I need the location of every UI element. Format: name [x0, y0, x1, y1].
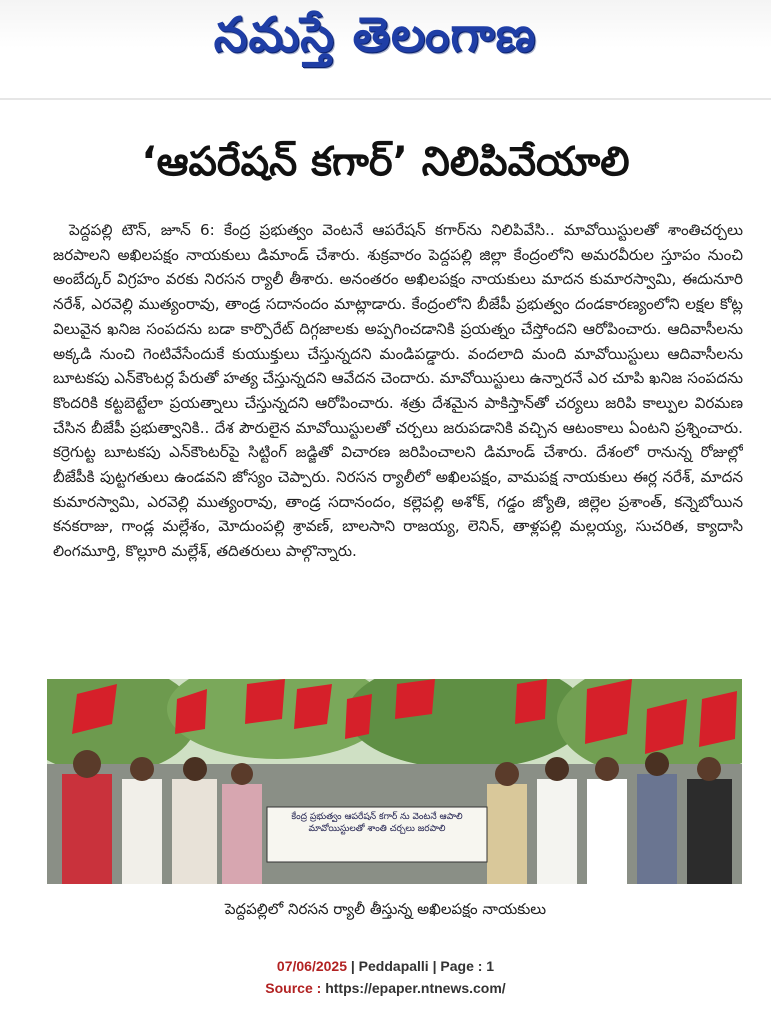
protest-rally-photo [47, 679, 742, 884]
source-link[interactable]: https://epaper.ntnews.com/ [325, 980, 506, 996]
rally-banner-text: కేంద్ర ప్రభుత్వం ఆపరేషన్ కగార్ ను వెంటనే ఆపాలి మావోయిస్టులతో శాంతి చర్చలు జరపాలి [291, 812, 463, 834]
publication-date: 07/06/2025 [276, 958, 347, 974]
publication-info [0, 958, 771, 974]
article-headline: ‘ఆపరేషన్ కగార్’ నిలిపివేయాలి [141, 139, 630, 185]
masthead [0, 0, 771, 80]
source-line [0, 980, 771, 996]
photo-caption: పెద్దపల్లిలో నిరసన ర్యాలీ తీస్తున్న అఖిలపక్షం నాయకులు [224, 900, 547, 918]
article-body: పెద్దపల్లి టౌన్, జూన్ 6: కేంద్ర ప్రభుత్వం వెంటనే ఆపరేషన్ కగార్‌ను నిలిపివేసి.. మావోయిస్టులతో శాంతిచర్చలు జరపాలని అఖిలపక్షం నాయకులు డిమాండ్ చేశారు. శుక్రవారం పెద్దపల్లి జిల్లా కేంద్రంలోని అమరవీరుల స్తూపం నుంచి అంబేద్కర్ విగ్రహం వరకు నిరసన ర్యాలీ తీశారు. అనంతరం అఖిలపక్షం నాయకులు మాదన కుమారస్వామి, ఈదునూరి నరేశ్, ఎరవెల్లి ముత్యంరావు, తాండ్ర సదానందం మాట్లాడారు. కేంద్రంలోని బీజేపీ ప్రభుత్వం దండకారణ్యంలోని లక్షల కోట్ల విలువైన ఖనిజ సంపదను బడా కార్పొరేట్ దిగ్గజాలకు అప్పగించడానికి ప్రయత్నం చేస్తోందని ఆరోపించారు. ఆదివాసీలను అక్కడి నుంచి గెంటివేసేందుకే కుయుక్తులు చేస్తున్నదని మండిపడ్డారు. వందలాది మంది మావోయిస్టులు ఆదివాసీలను బూటకపు ఎన్‌కౌంటర్ల పేరుతో హత్య చేస్తున్నదని ఆవేదన చెందారు. మావోయిస్టులు ఉన్నారనే ఎర చూపి ఖనిజ సంపదను కొందరికి కట్టబెట్టేలా ప్రయత్నాలు చేస్తున్నదని ఆరోపించారు. శత్రు దేశమైన పాకిస్తాన్‌తో చర్యలు జరిపి కాల్పుల విరమణ చేసిన బీజేపీ ప్రభుత్వానికి.. దేశ పౌరులైన మావోయిస్టులతో చర్చలు జరుపడానికి వచ్చిన ఆటంకాలు ఏంటని ప్రశ్నించారు. కర్రెగుట్ట బూటకపు ఎన్‌కౌంటర్‌పై సిట్టింగ్ జడ్జితో విచారణ జరిపించాలని డిమాండ్ చేశారు. దేశంలో రానున్న రోజుల్లో బీజేపీకి పుట్టగతులు ఉండవని జోస్యం చెప్పారు. నిరసన ర్యాలీలో అఖిలపక్షం, వామపక్ష నాయకులు ఈర్ల నరేశ్, మాదన కుమారస్వామి, ఎరవెల్లి ముత్యంరావు, తాండ్ర సదానందం, కల్లెపల్లి అశోక్, గడ్డం జ్యోతి, జిల్లెల ప్రశాంత్, కన్నెబోయిన కనకరాజు, గాండ్ల మల్లేశం, మోదుంపల్లి శ్రావణ్, బాలసాని రాజయ్య, లెనిన్, తాళ్లపల్లి మల్లయ్య, సుచరిత, క్యాదాసి లింగమూర్తి, కొల్లూరి మల్లేశ్, తదితరులు పాల్గొన్నారు. [53, 221, 743, 561]
edition-page: | Peddapalli | Page : 1 [346, 958, 495, 974]
newspaper-logo: నమస్తే తెలంగాణ [213, 7, 537, 63]
masthead-divider [0, 98, 771, 100]
source-label: Source : [265, 980, 326, 996]
